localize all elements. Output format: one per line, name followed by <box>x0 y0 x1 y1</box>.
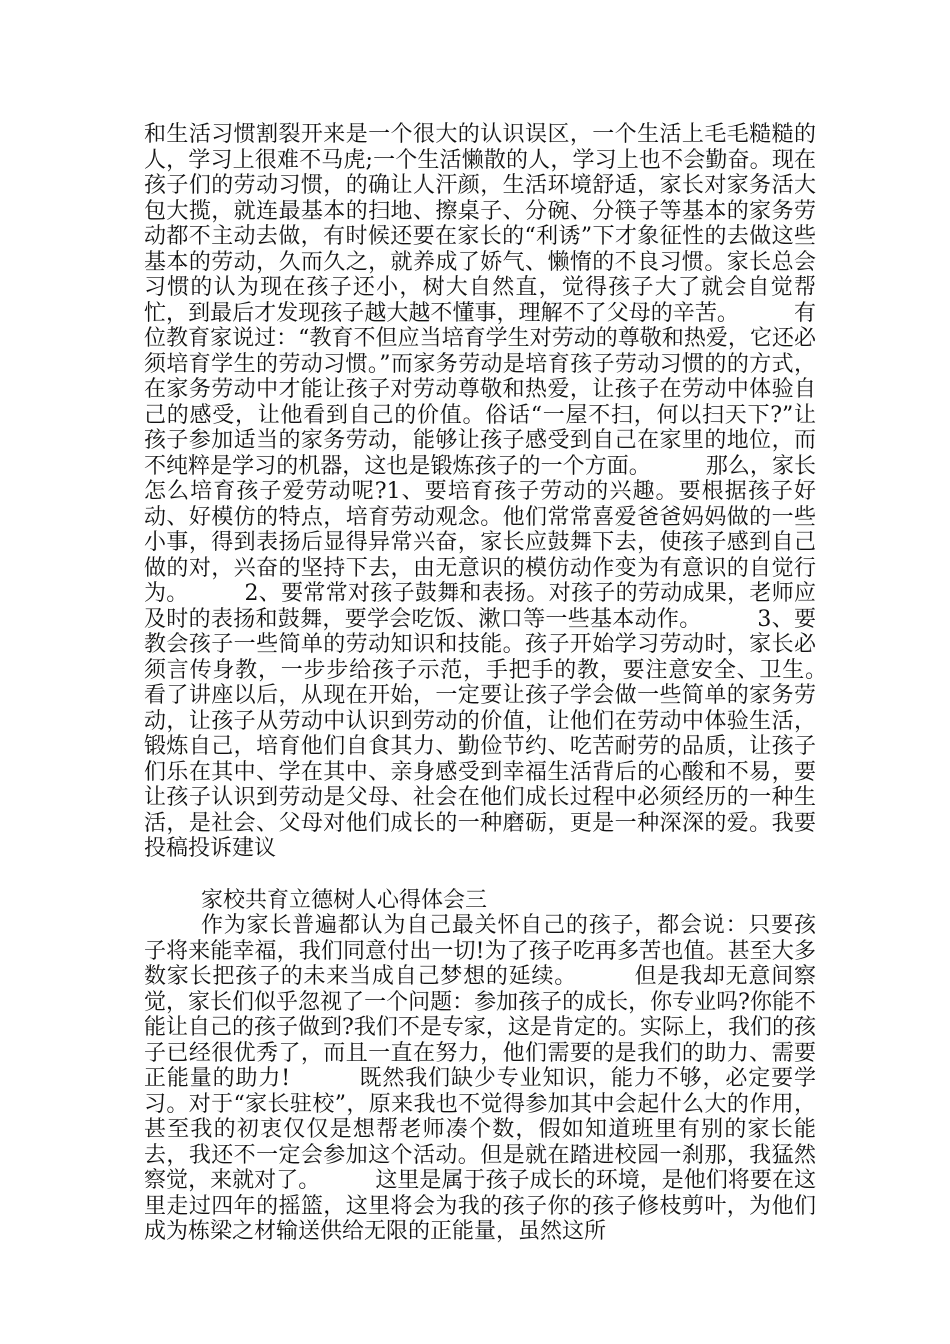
body-text-section-1 <box>144 122 883 862</box>
paragraph-2: 作为家长普遍都认为自己最关怀自己的孩子，都会说：只要孩子将来能幸福，我们同意付出一切!为了孩子吃再多苦也值。甚至大多数家长把孩子的未来当成自己梦想的延续。 但是我却无意间察觉，家长们似乎忽视了一个问题：参加孩子的成长，你专业吗?你能不能让自己的孩子做到?我们不是专家，这是肯定的。实际上，我们的孩子已经很优秀了，而且一直在努力，他们需要的是我们的助力、需要正能量的助力! 既然我们缺少专业知识，能力不够，必定要学习。对于“家长驻校”，原来我也不觉得参加其中会起什么大的作用，甚至我的初衷仅仅是想帮老师凑个数，假如知道班里有别的家长能去，我还不一定会参加这个活动。但是就在踏进校园一刹那，我猛然察觉，来就对了。 这里是属于孩子成长的环境，是他们将要在这里走过四年的摇篮，这里将会为我的孩子你的孩子修枝剪叶，为他们成为栋梁之材输送供给无限的正能量，虽然这所 <box>144 913 816 1244</box>
body-text-section-2 <box>144 913 816 1245</box>
section-heading: 家校共育立德树人心得体会三 <box>201 888 488 913</box>
paragraph-1: 和生活习惯割裂开来是一个很大的认识误区，一个生活上毛毛糙糙的人，学习上很难不马虎;一个生活懒散的人，学习上也不会勤奋。现在孩子们的劳动习惯，的确让人汗颜，生活环境舒适，家长对家务活大包大揽，就连最基本的扫地、擦桌子、分碗、分筷子等基本的家务劳动都不主动去做，有时候还要在家长的“利诱”下才象征性的去做这些基本的劳动，久而久之，就养成了娇气、懒惰的不良习惯。家长总会习惯的认为现在孩子还小，树大自然直，觉得孩子大了就会自觉帮忙，到最后才发现孩子越大越不懂事，理解不了父母的辛苦。 有位教育家说过：“教育不但应当培育学生对劳动的尊敬和热爱，它还必须培育学生的劳动习惯。”而家务劳动是培育孩子劳动习惯的的方式，在家务劳动中才能让孩子对劳动尊敬和热爱，让孩子在劳动中体验自己的感受，让他看到自己的价值。俗话“一屋不扫，何以扫天下?”让孩子参加适当的家务劳动，能够让孩子感受到自己在家里的地位，而不纯粹是学习的机器，这也是锻炼孩子的一个方面。 那么，家长怎么培育孩子爱劳动呢?1、要培育孩子劳动的兴趣。要根据孩子好动、好模仿的特点，培育劳动观念。他们常常喜爱爸爸妈妈做的一些小事，得到表扬后显得异常兴奋，家长应鼓舞下去，使孩子感到自己做的对，兴奋的坚持下去，由无意识的模仿动作变为有意识的自觉行为。 2、要常常对孩子鼓舞和表扬。对孩子的劳动成果，老师应及时的表扬和鼓舞，要学会吃饭、漱口等一些基本动作。 3、要教会孩子一些简单的劳动知识和技能。孩子开始学习劳动时，家长必须言传身教，一步步给孩子示范，手把手的教，要注意安全、卫生。 看了讲座以后，从现在开始，一定要让孩子学会做一些简单的家务劳动，让孩子从劳动中认识到劳动的价值，让他们在劳动中体验生活，锻炼自己，培育他们自食其力、勤俭节约、吃苦耐劳的品质，让孩子们乐在其中、学在其中、亲身感受到幸福生活背后的心酸和不易，要让孩子认识到劳动是父母、社会在他们成长过程中必须经历的一种生活，是社会、父母对他们成长的一种磨砺，更是一种深深的爱。我要投稿投诉建议 <box>144 122 883 861</box>
